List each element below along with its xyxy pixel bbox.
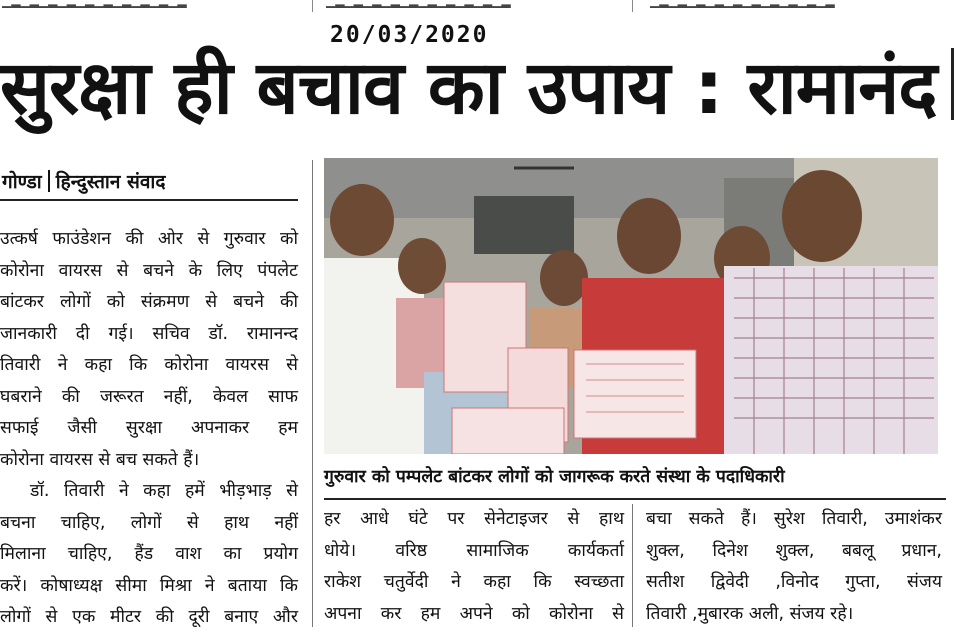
byline-agency: हिन्दुस्तान संवाद [55,171,166,193]
column-divider [312,160,313,627]
paragraph-line: जानकारी दी गई। सचिव डॉ. रामानन्द [0,323,298,344]
clipped-text-strip [0,0,956,12]
paragraph-line: तिवारी ,मुबारक अली, संजय रहे। [646,603,854,624]
clipped-text-fragment: ▁▂▁▂▁▂▁▂▁▂▁▂▁▂▁▂▁▂▁▂ [650,0,835,8]
byline-underline [0,199,298,201]
column-divider [632,0,633,12]
photo-caption: गुरुवार को पम्पलेट बांटकर लोगों को जागरूक करते संस्था के पदाधिकारी [324,467,785,487]
article-column-left [0,224,298,634]
clipped-text-fragment: ▁▂▁▂▁▂▁▂▁▂▁▂▁▂▁▂▁▂▁▂ [326,0,511,8]
paragraph-line: करें। कोषाध्यक्ष सीमा मिश्रा ने बताया कि [0,575,298,596]
byline [2,168,165,194]
column-divider [312,0,313,12]
paragraph-line: सफाई जैसी सुरक्षा अपनाकर हम [0,418,298,438]
paragraph-line: कोरोना वायरस से बच सकते हैं। [0,449,200,470]
clipped-text-fragment: ▁▂▁▂▁▂▁▂▁▂▁▂▁▂▁▂▁▂▁▂ [2,0,187,8]
paragraph-line: बचा सकते हैं। सुरेश तिवारी, उमाशंकर [646,509,942,529]
paragraph-line: बचना चाहिए, लोगों से हाथ नहीं [0,512,298,533]
paragraph-line: राकेश चतुर्वेदी ने कहा कि स्वच्छता [324,572,624,592]
column-divider [632,504,633,627]
article-column-right [646,504,942,630]
paragraph-line: लोगों से एक मीटर की दूरी बनाए और [0,607,298,627]
photo-illustration [324,158,938,454]
byline-location: गोण्डा [2,171,42,193]
paragraph-line: मिलाना चाहिए, हैंड वाश का प्रयोग [0,544,298,564]
paragraph-line: उत्कर्ष फाउंडेशन की ओर से गुरुवार को [0,229,298,249]
paragraph-line: शुक्ल, दिनेश शुक्ल, बबलू प्रधान, [646,540,942,561]
paragraph-line: डॉ. तिवारी ने कहा हमें भीड़भाड़ से [30,481,298,501]
paragraph-line: सतीश द्विवेदी ,विनोद गुप्ता, संजय [646,572,942,592]
article-column-middle [324,504,624,630]
paragraph-line: अपना कर हम अपने को कोरोना से [324,603,624,624]
news-photo [324,158,938,454]
margin-rule [951,48,954,120]
byline-separator [48,170,50,192]
paragraph-line: तिवारी ने कहा कि कोरोना वायरस से [0,355,298,375]
paragraph-line: घबराने की जरूरत नहीं, केवल साफ [0,386,298,407]
headline: सुरक्षा ही बचाव का उपाय : रामानंद [0,45,937,131]
paragraph-line: कोरोना वायरस से बचने के लिए पंपलेट [0,260,298,281]
publication-date: 20/03/2020 [330,22,489,48]
caption-rule [324,498,946,500]
paragraph-line: हर आधे घंटे पर सेनेटाइजर से हाथ [324,509,624,529]
paragraph-line: धोये। वरिष्ठ सामाजिक कार्यकर्ता [324,540,624,561]
paragraph-line: बांटकर लोगों को संक्रमण से बचने की [0,292,298,312]
